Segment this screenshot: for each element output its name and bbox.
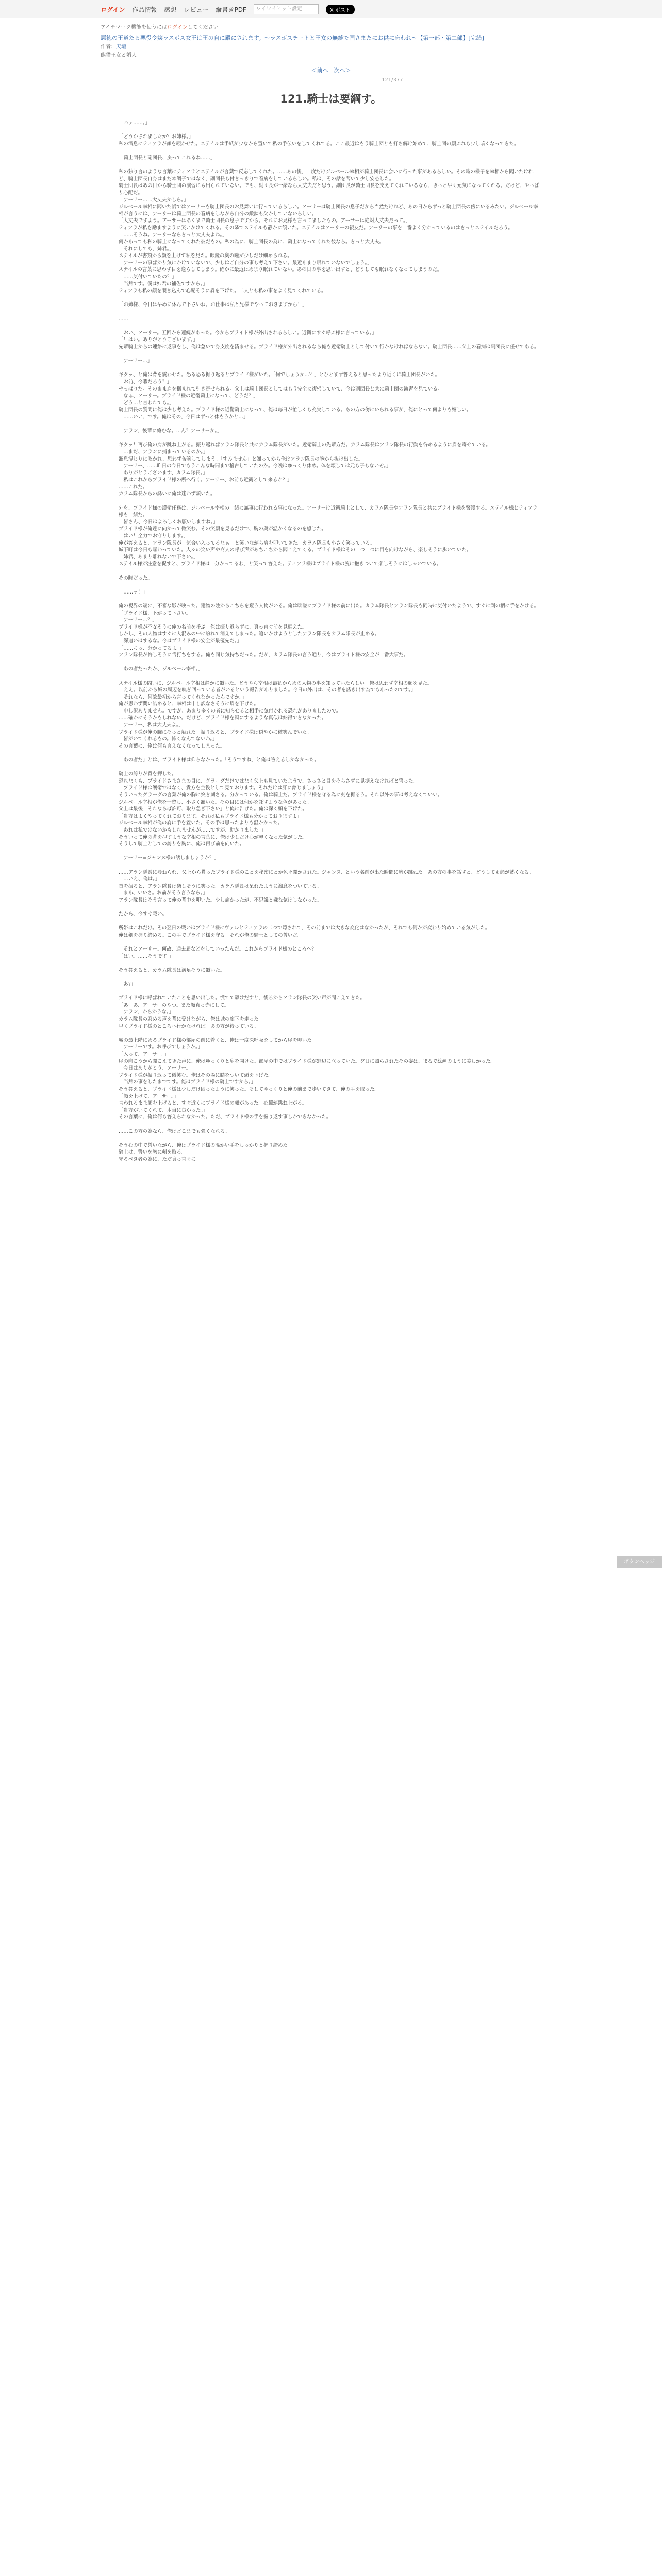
body-paragraph: アラン隊長が悔しそうに舌打ちをする。俺も同じ気持ちだった。だが、カラム隊長の言う通り、今はプライド様の安全が一番大事だ。 (119, 652, 409, 658)
blank-line (119, 764, 541, 771)
body-paragraph: 城下町は今日も賑わっていた。人々の笑い声や商人の呼び声があちこちから聞こえてくる。プライド様はその一つ一つに目を向けながら、楽しそうに歩いていた。 (119, 547, 472, 553)
body-paragraph: 「お前、今暇だろう？」 (119, 379, 172, 385)
body-paragraph: 騎士は、誓いを胸に剣を取る。 (119, 1149, 187, 1156)
body-paragraph: 「……いい、です。俺はその、今日はずっと休もうかと…」 (119, 414, 249, 420)
search-input[interactable]: ワイワイヒット設定 (254, 4, 319, 14)
blank-line (119, 673, 541, 680)
body-paragraph: 「それとアーサー。何故、通去届などをしていったんだ。これからプライド様のところへ？」 (119, 946, 321, 953)
nav-novel-info[interactable]: 作品情報 (132, 6, 157, 13)
body-paragraph: ……確かにそうかもしれない。だけど、プライド様を囮にするような真似は納得できなかった。 (119, 715, 326, 721)
body-paragraph: 「深追いはするな。今はプライド様の安全が最優先だ。」 (119, 638, 242, 644)
body-paragraph: やっぱりだ。そのまま肩を掴まれて引き寄せられる。父上は騎士団長としてはもう完全に復帰していて、今は副団長と共に騎士団の演習を見ている。 (119, 386, 442, 392)
body-paragraph: 俺の視界の端に、不審な影が映った。建物の陰からこちらを窺う人物がいる。俺は咄嗟にプライド様の前に出た。カラム隊長とアラン隊長も同時に気付いたようで、すぐに剣の柄に手をかける。 (119, 603, 539, 609)
body-paragraph: 俺は剣を握り締める。この手でプライド様を守る。それが俺の騎士としての誓いだ。 (119, 932, 302, 938)
notice-suffix: してください。 (187, 25, 224, 30)
body-paragraph: 私の独り言のような言葉にティアラとステイルが言葉で反応してくれた。……あの後、一度だけジルベール宰相が騎士団長に会いに行った事があるらしい。その時の様子を宰相から聞いたけれど、騎士団長自身はまだ本調子ではなく、副団長も付きっきりで看病をしているらしい。私は、その話を聞いて少し安心した。 (119, 169, 534, 182)
body-paragraph: ……これだ。 (119, 484, 148, 490)
body-paragraph: 「お姉様、今日は早めに休んで下さいね。お仕事は私と兄様でやっておきますから！」 (119, 302, 307, 308)
body-paragraph: 外を、プライド様の護衛任務は、ジルベール宰相の一緒に無事に行われる事になった。アーサーは近衛騎士として、カラム隊長やアラン隊長と共にプライド様を警護する。ステイル様とティアラ様も一緒だ。 (119, 505, 538, 518)
notice-prefix: アイテマーク機能を使うには (101, 25, 168, 30)
top-bar (0, 0, 662, 18)
nav-reviews[interactable]: レビュー (184, 6, 209, 13)
body-paragraph: 「貴方はよくやってくれております。それは私もプライド様も分かっておりますよ」 (119, 813, 302, 819)
blank-line (119, 750, 541, 757)
body-paragraph: そう答えると、カラム隊長は満足そうに頷いた。 (119, 967, 225, 973)
body-paragraph: 「…まだ、アランに捕まっているのか。」 (119, 449, 208, 455)
blank-line (119, 295, 541, 302)
episode-number: 121/377 (382, 77, 403, 83)
body-paragraph: ギクッ、と俺は背を震わせた。恐る恐る振り返るとプライド様がいた。「何でしょうか…？」とひとまず答えると思ったより近くに騎士団長がいた。 (119, 372, 440, 378)
body-paragraph: 俺が答えると、アラン隊長が「気合い入ってるなぁ」と笑いながら肩を叩いてきた。カラム隊長も小さく笑っている。 (119, 540, 375, 546)
body-paragraph: 「……気付いていたの？」 (119, 274, 177, 280)
notice-login-link[interactable]: ログイン (167, 25, 188, 30)
body-paragraph: 「はい！全力でお守りします。」 (119, 533, 189, 539)
blank-line (119, 904, 541, 911)
blank-line (119, 309, 541, 316)
body-paragraph: 言われるまま顔を上げると、すぐ近くにプライド様の顔があった。心臓が跳ね上がる。 (119, 1100, 307, 1107)
body-paragraph: 「……そうね。アーサーならきっと大丈夫よね。」 (119, 232, 227, 238)
body-paragraph: 「どうかされましたか？お姉様。」 (119, 134, 194, 140)
body-paragraph: ティアラも私の顔を覗き込んで心配そうに眉を下げた。二人とも私の事をよく見てくれている。 (119, 288, 326, 294)
body-paragraph: 「アーサー…」 (119, 358, 153, 364)
blank-line (119, 435, 541, 442)
body-paragraph: 早くプライド様のところへ行かなければ。あの方が待っている。 (119, 1023, 259, 1029)
body-paragraph: そういって俺の背を押すような宰相の言葉に、俺は少しだけ心が軽くなった気がした。 (119, 834, 307, 840)
body-paragraph: 守るべき者の為に、ただ真っ直ぐに。 (119, 1156, 201, 1162)
body-paragraph: その言葉に、俺は何も言えなくなってしまった。 (119, 743, 225, 749)
body-paragraph: 「アーサー、……昨日の今日でもうこんな時間まで稽古していたのか。今晩はゆっくり休め。体を壊しては元も子もないぞ。」 (119, 463, 391, 469)
body-paragraph: 「！はい。ありがとうございます。」 (119, 337, 198, 343)
body-paragraph: プライド様が俺達に向かって微笑む。その笑顔を見るだけで、胸の奥が温かくなるのを感じた。 (119, 526, 326, 532)
blank-line (119, 162, 541, 169)
body-paragraph: 扉の向こうから聞こえてきた声に、俺はゆっくりと扉を開けた。部屋の中ではプライド様が窓辺に立っていた。夕日に照らされたその姿は、まるで絵画のように美しかった。 (119, 1058, 495, 1064)
body-paragraph: 俺が思わず問い詰めると、宰相は申し訳なさそうに眉を下げた。 (119, 701, 259, 707)
body-paragraph: カラム隊長からの誘いに俺は迷わず頷いた。 (119, 491, 216, 497)
nav-impressions[interactable]: 感想 (164, 6, 177, 13)
body-paragraph: 「私はこれからプライド様の所へ行く。アーサー、お前も近衛として来るか？」 (119, 477, 292, 483)
blank-line (119, 147, 541, 155)
body-paragraph: 城の最上階にあるプライド様の部屋の前に着くと、俺は一度深呼吸をしてから扉を叩いた。 (119, 1037, 317, 1043)
body-paragraph: 「まあ、いいさ。お前がそう言うなら。」 (119, 890, 208, 896)
blank-line (119, 988, 541, 995)
body-paragraph: プライド様が振り返って微笑む。俺はその場に膝をついて頭を下げた。 (119, 1072, 273, 1078)
body-paragraph: ステイル様の問いに、ジルベール宰相は静かに頷いた。どうやら宰相は最初からあの人物の事を知っていたらしい。俺は思わず宰相の顔を見た。 (119, 680, 433, 686)
body-paragraph: 「アーサー=ジャンヌ様の話しましょうか？」 (119, 855, 219, 861)
body-paragraph: 所帯はこれだけ。その翌日の戦いはプライド様にヴァルとティアラの二つで隠されて、その前までは大きな変化はなかったが、それでも何かが変わり始めている気がした。 (119, 925, 490, 931)
body-paragraph: 「ありがとうございます、カラム隊長。」 (119, 470, 208, 476)
body-paragraph: 「アーサー……大丈夫かしら。」 (119, 197, 189, 203)
body-paragraph: …… (119, 316, 128, 322)
body-paragraph: 「…いえ、俺は。」 (119, 876, 160, 883)
body-paragraph: 「今日はありがとう、アーサー。」 (119, 1065, 193, 1072)
body-paragraph: 「それにしても、姉君。」 (119, 246, 174, 252)
body-paragraph: そう答えると、プライド様は少しだけ困ったように笑った。そしてゆっくりと俺の前まで歩いてきて、俺の手を取った。 (119, 1086, 379, 1092)
blank-line (119, 365, 541, 372)
blank-line (119, 862, 541, 869)
body-paragraph: プライド様に呼ばれていたことを思い出した。慌てて駆けだすと、後ろからアラン隊長の笑い声が聞こえてきた。 (119, 995, 365, 1002)
blank-line (119, 848, 541, 855)
body-paragraph: そう心の中で誓いながら、俺はプライド様の温かい手をしっかりと握り締めた。 (119, 1142, 293, 1148)
body-paragraph: 「姉君、あまり離れないで下さい。」 (119, 554, 198, 560)
author-link[interactable]: 天壇 (116, 44, 126, 50)
body-paragraph: たから、今すぐ戦い。 (119, 911, 167, 918)
body-paragraph: 「入って、アーサー。」 (119, 1051, 169, 1057)
body-paragraph: 私の溜息にティアラが顔を覗かせた。ステイルは手紙が少なから置いて私の手伝いをしてくれてる。ここ最近はもう騎士団とも打ち解け始めて、騎士団の顔ぶれも少し暗くなってきた。 (119, 141, 519, 147)
body-paragraph: 父上は最後「それならば許可、取り急ぎ下さい」と俺に告げた。俺は深く頭を下げた。 (119, 806, 307, 812)
body-paragraph: 「はい。……そうです。」 (119, 953, 174, 959)
blank-line (119, 582, 541, 589)
body-paragraph: 「ええ。以前から城の周辺を嗅ぎ回っている者がいるという報告がありました。今日の外出は、その者を誘き出す為でもあったのです。」 (119, 687, 416, 693)
blank-line (119, 421, 541, 428)
body-paragraph: しかし、その人物はすぐに人混みの中に紛れて消えてしまった。追いかけようとしたアラン隊長をカラム隊長が止める。 (119, 631, 380, 637)
novel-title-link[interactable]: 悪徳の王道たる悪役令嬢ラスボス女王は王の自に殿にされます。〜ラスボスチートと王女の無縫で国さまたにお供に忘われ〜【第一部・第二部】[完結] (101, 35, 484, 41)
nav-vertical-pdf[interactable]: 縦書きPDF (216, 6, 246, 13)
body-paragraph: 「おい、アーサー。五回から連続があった。今からプライド様が外出されるらしい。近衛にすぐ呼ぶ様に言っている。」 (119, 330, 377, 336)
body-paragraph: 首を振ると、アラン隊長は楽しそうに笑った。カラム隊長は呆れたように溜息をついている。 (119, 883, 322, 889)
body-paragraph: 「アーサー…？」 (119, 617, 157, 623)
novel-body (119, 120, 541, 1163)
body-paragraph: 「プライド様、下がって下さい。」 (119, 610, 194, 616)
author-label: 作者： (101, 44, 116, 50)
body-paragraph: 先輩騎士からの連絡に返事をし、俺は急いで身支度を済ませる。プライド様が外出されるなら俺も近衛騎士として付いて行かなければならない。騎士団長……父上の看病は副団長に任せてある。 (119, 344, 539, 350)
body-paragraph: その言葉に、俺は何も答えられなかった。ただ、プライド様の手を握り返す事しかできなかった。 (119, 1114, 332, 1121)
blank-line (119, 659, 541, 666)
top-bar-nav (101, 4, 355, 14)
body-paragraph: 「アーサー、私は大丈夫よ。」 (119, 722, 184, 728)
body-paragraph: 「アーサーの事ばかり気にかけていないで、少しはご自分の事も考えて下さい。最近あまり眠れていないでしょう。」 (119, 260, 372, 266)
body-paragraph: そういったグラーグの言葉が俺の胸に突き刺さる。分かっている。俺は騎士だ。プライド様を守る為に剣を振るう。それ以外の事は考えなくていい。 (119, 792, 442, 798)
body-paragraph: そうして騎士としての誇りを胸に、俺は再び前を向いた。 (119, 841, 244, 848)
blank-line (119, 323, 541, 330)
body-paragraph: 「騎士団長と副団長、戻ってこれるね……」 (119, 155, 216, 161)
x-share-button[interactable]: X ポスト (326, 5, 355, 14)
body-paragraph: カラム隊長の窘める声を背に受けながら、俺は城の廊下を走った。 (119, 1016, 264, 1022)
blank-line (119, 1121, 541, 1128)
floating-side-button[interactable]: ボタンヘッジ (617, 1556, 662, 1568)
blank-line (119, 127, 541, 134)
body-paragraph: 「あの者だったか、ジルベール宰相。」 (119, 666, 203, 672)
body-paragraph: 「それなら、何故最初から言ってくれなかったんですか。」 (119, 694, 247, 700)
body-paragraph: ステイルの言葉に思わず目を逸らしてしまう。確かに最近はあまり眠れていない。あの日の事を思い出すと、どうしても眠れなくなってしまうのだ。 (119, 267, 442, 273)
body-paragraph: 「貴方がいてくれて、本当に良かった。」 (119, 1107, 208, 1113)
body-paragraph: 何かあっても私の騎士になってくれた彼だもの。私の為に、騎士団長の為に、騎士になってくれた彼なら。きっと大丈夫。 (119, 239, 385, 245)
prev-next-pager[interactable]: ＜前へ 次へ＞ (311, 67, 351, 74)
series-name: 熊猫王女と婚人 (101, 53, 137, 58)
body-paragraph: 恐れなくも、プライドさまさまの目に、グラーグだけではなく父上も見ていたようで、さっさと目をそらさずに見据えなければと誓った。 (119, 778, 418, 784)
body-paragraph: 「あ?」 (119, 981, 136, 988)
blank-line (119, 918, 541, 925)
login-link[interactable]: ログイン (101, 6, 125, 13)
body-paragraph: 「顔を上げて、アーサー。」 (119, 1093, 179, 1099)
body-paragraph: 「当然です。僕は姉君の補佐ですから。」 (119, 281, 208, 287)
blank-line (119, 596, 541, 603)
body-paragraph: アラン隊長はそう言って俺の背中を叩いた。少し痛かったが、不思議と嫌な気はしなかった。 (119, 897, 322, 903)
body-paragraph: 「あーあ、アーサーのやつ。また顔真っ赤にして。」 (119, 1002, 232, 1008)
body-paragraph: 「どう…と言われても。」 (119, 400, 174, 406)
body-paragraph: 「アラン、からかうな。」 (119, 1009, 174, 1015)
body-paragraph: 騎士の誇りが背を押した。 (119, 771, 177, 777)
body-paragraph: 騎士団長の質問に俺は少し考えた。プライド様の近衛騎士になって、俺は毎日が忙しくも充実している。あの方の傍にいられる事が、俺にとって何よりも嬉しい。 (119, 407, 471, 413)
body-paragraph: 「あの者だ」とは、プライド様は仰らなかった。「そうですね」と俺は答えるしかなかった。 (119, 757, 319, 764)
body-paragraph: 「申し訳ありません。ですが、あまり多くの者に知らせると相手に気付かれる恐れがありましたので。」 (119, 708, 344, 714)
body-paragraph: ジルベール宰相に聞いた話ではアーサーも騎士団長のお見舞いに行っているらしい。アーサーは騎士団長の息子だから当然だけれど、あの日からずっと騎士団長の傍にいるみたい。ジルベール宰相が言うには、アーサーは騎士団長の看病をしながら自分の鍛錬も欠かしていないらしい。 (119, 204, 538, 217)
body-paragraph: 「……ッ！」 (119, 589, 148, 595)
body-paragraph: ジルベール宰相が俺の肩に手を置いた。その手は思ったよりも温かかった。 (119, 820, 283, 826)
body-paragraph: ステイルが書類から顔を上げて私を見た。眼鏡の奥の瞳が少しだけ細められる。 (119, 253, 292, 259)
body-paragraph: 「プライド様は護衛ではなく、貴方を主役として見ております。それだけは肝に銘じましょう」 (119, 785, 326, 791)
body-paragraph: 「ハァ……。」 (119, 120, 150, 126)
body-paragraph: プライド様が俺の腕にそっと触れた。振り返ると、プライド様は穏やかに微笑んでいた。 (119, 729, 312, 735)
body-paragraph: ジルベール宰相が俺を一瞥し、小さく頷いた。その目には何かを託すような色があった。 (119, 799, 312, 805)
body-paragraph: 「なぁ、アーサー。プライド様の近衛騎士になって、どうだ？」 (119, 393, 258, 399)
blank-line (119, 1135, 541, 1142)
body-paragraph: 「皆さん、今日はよろしくお願いしますね。」 (119, 519, 218, 525)
blank-line (119, 351, 541, 358)
body-paragraph: その時だった。 (119, 575, 153, 581)
blank-line (119, 960, 541, 967)
novel-author (101, 42, 126, 50)
body-paragraph: 「当然の事をしたまでです。俺はプライド様の騎士ですから。」 (119, 1079, 256, 1086)
body-paragraph: ……アラン隊長に尋ねられ、父上から貰ったプライド様のことを秘密にとか色々聞かされた。ジャンヌ、という名前が出た瞬間に胸が跳ねた。あの方の事を話すと、どうしても顔が熱くなる。 (119, 869, 534, 875)
blank-line (119, 568, 541, 575)
body-paragraph: ステイル様が注意を促すと、プライド様は「分かってるわ」と笑って答えた。ティアラ様はプライド様の腕に抱きついて楽しそうにはしゃいでいる。 (119, 561, 441, 567)
body-paragraph: ティアラが私を励ますように笑いかけてくれる。その隣でステイルも静かに頷いた。ステイルはアーサーの親友だ。アーサーの事を一番よく分かっているのはきっとステイルだろう。 (119, 225, 513, 231)
blank-line (119, 498, 541, 505)
blank-line (119, 974, 541, 981)
body-paragraph: 「あれは私ではないかもしれませんが……ですが、助かりました。」 (119, 827, 266, 833)
body-paragraph: 「皆がいてくれるもの。怖くなんてないわ。」 (119, 736, 218, 742)
chapter-title: 121.騎士は要綱す。 (280, 93, 382, 105)
body-paragraph: 「アーサーです。お呼びでしょうか。」 (119, 1044, 203, 1050)
body-paragraph: プライド様が不安そうに俺の名前を呼ぶ。俺は振り返らずに、真っ直ぐ前を見据えた。 (119, 624, 307, 630)
blank-line (119, 1030, 541, 1037)
body-paragraph: 「アラン、後輩に絡むな。…ん？アーサーか。」 (119, 428, 222, 434)
bookmark-notice (101, 23, 224, 30)
body-paragraph: 溜息混じりに呟かれ、思わず苦笑してしまう。「すみません」と謝ってから俺はアラン隊長の腕から抜け出した。 (119, 456, 363, 462)
body-paragraph: ギクッ！再び俺の肩が跳ね上がる。振り返ればアラン隊長と共にカラム隊長がいた。近衛騎士の先輩方だ。カラム隊長はアラン隊長の行動を咎めるように眉を寄せている。 (119, 442, 491, 448)
body-paragraph: 「大丈夫ですよう。アーサーはあくまで騎士団長の息子ですから。それにお兄様も言ってましたもの。アーサーは絶対大丈夫だって。」 (119, 218, 411, 224)
body-paragraph: 「……ちっ、分かってるよ。」 (119, 645, 184, 651)
body-paragraph: 騎士団長はあの日から騎士団の演習にも出られていない。でも、副団長が一緒なら大丈夫だと思う。副団長が騎士団長を支えてくれているなら、きっと早く元気になってくれる。だけど、やっぱり心配だ。 (119, 183, 539, 196)
blank-line (119, 939, 541, 946)
body-paragraph: ……この方の為なら、俺はどこまでも強くなれる。 (119, 1128, 230, 1134)
